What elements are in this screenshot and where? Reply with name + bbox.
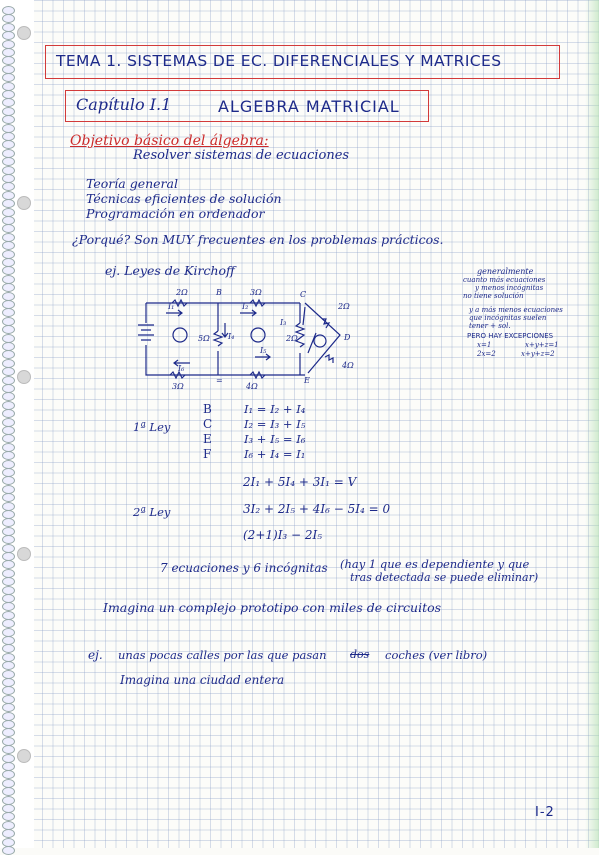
example2-text: unas pocas calles por las que pasan [118,648,327,662]
law2-eq: 2I₁ + 5I₄ + 3I₁ = V [243,475,357,489]
binding-ring [2,619,15,628]
punch-hole [17,749,31,763]
why-line: ¿Porqué? Son MUY frecuentes en los problemas prácticos. [72,232,444,247]
right-branch [305,303,340,373]
summary-note: (hay 1 que es dependiente y que [340,557,530,571]
imagine-city: Imagina una ciudad entera [120,673,285,687]
binding-ring [2,829,15,838]
binding-ring [2,241,15,250]
page-number: I-2 [535,805,555,820]
binding-ring [2,367,15,376]
binding-ring [2,745,15,754]
binding-ring [2,157,15,166]
binding-ring [2,31,15,40]
law1-eq: I₂ = I₃ + I₅ [244,417,306,431]
label-r-bottom-right: 4Ω [342,361,354,370]
topic-item: Programación en ordenador [86,206,265,221]
law1-eq: I₁ = I₂ + I₄ [244,402,306,416]
law1-label: 1ª Ley [133,420,171,434]
resistor-5 [214,331,222,346]
spiral-binding [0,0,34,848]
label-r-top-mid: 3Ω [250,288,262,297]
label-i4: I₄ [228,332,235,341]
binding-ring [2,325,15,334]
binding-ring [2,703,15,712]
resistor-4r [325,355,333,363]
loop-arrow-3 [314,335,326,347]
law1-eq: I₃ + I₅ = I₆ [244,432,306,446]
law1-node: F [203,447,212,461]
label-r-mid-left: 5Ω [198,334,210,343]
example2-text2: coches (ver libro) [385,648,488,662]
imagine-circuits: Imagina un complejo prototipo con miles de circuitos [103,600,442,615]
label-node-f: = [216,376,223,385]
objective-text: Resolver sistemas de ecuaciones [133,148,350,163]
punch-hole [17,547,31,561]
page-title: TEMA 1. SISTEMAS DE EC. DIFERENCIALES Y MATRICES [56,52,502,70]
label-i6: I₆ [178,364,185,373]
binding-ring [2,283,15,292]
label-r-top-left: 2Ω [176,288,188,297]
punch-hole [17,196,31,210]
binding-ring [2,409,15,418]
chapter-label: Capítulo I.1 [76,95,172,114]
summary-note: tras detectada se puede eliminar) [350,571,539,584]
punch-hole [17,370,31,384]
resistor-2r [322,319,329,328]
label-r-bottom-left: 3Ω [172,382,184,391]
example-kirchoff: ej. Leyes de Kirchoff [105,263,235,278]
topic-item: Técnicas eficientes de solución [86,191,282,206]
example2-crossed: dos [350,648,370,661]
law2-eq: (2+1)I₃ − 2I₅ [243,528,323,542]
label-r-bottom-mid: 4Ω [246,382,258,391]
loop-arrow-2 [251,328,265,342]
law1-node: E [203,432,212,446]
law1-eq: I₆ + I₄ = I₁ [244,447,306,461]
battery-icon [138,325,154,340]
kirchoff-circuit [130,283,370,393]
label-node-d: D [344,333,351,342]
side-note: generalmente cuanto más ecuaciones y menos incógnitas no tiene solución y a más menos ecuaciones que incógnitas suelen tener + sol. PERO HAY EXCEPCIONES x=1 x+y+z=1 2x=2 x+y+z=2 [463,267,563,358]
binding-ring [2,199,15,208]
binding-ring [2,787,15,796]
loop-arrow-1 [173,328,187,342]
law1-node: B [203,402,212,416]
objective-heading: Objetivo básico del álgebra: [70,133,269,149]
left-wire [146,303,305,375]
label-i3: I₃ [280,318,287,327]
binding-ring [2,535,15,544]
binding-ring [2,73,15,82]
binding-ring [2,451,15,460]
binding-ring [2,846,15,855]
label-node-b: B [216,288,222,297]
law2-eq: 3I₂ + 2I₅ + 4I₆ − 5I₄ = 0 [243,502,391,516]
label-r-mid-c: 2Ω [286,334,298,343]
binding-ring [2,577,15,586]
law1-node: C [203,417,213,431]
label-i1: I₁ [168,302,175,311]
label-i5: I₅ [260,346,267,355]
label-node-c: C [300,290,307,299]
law2-label: 2ª Ley [133,505,171,519]
example2-label: ej. [88,648,103,662]
topic-item: Teoría general [86,176,178,191]
inner-branch [303,307,316,353]
binding-ring [2,661,15,670]
label-r-right: 2Ω [338,302,350,311]
binding-ring [2,493,15,502]
page-edge [585,0,599,848]
summary-text: 7 ecuaciones y 6 incógnitas [160,561,328,575]
label-i2: I₂ [242,302,249,311]
chapter-name: ALGEBRA MATRICIAL [218,97,400,116]
label-node-e: E [304,376,310,385]
binding-ring [2,115,15,124]
punch-hole [17,26,31,40]
